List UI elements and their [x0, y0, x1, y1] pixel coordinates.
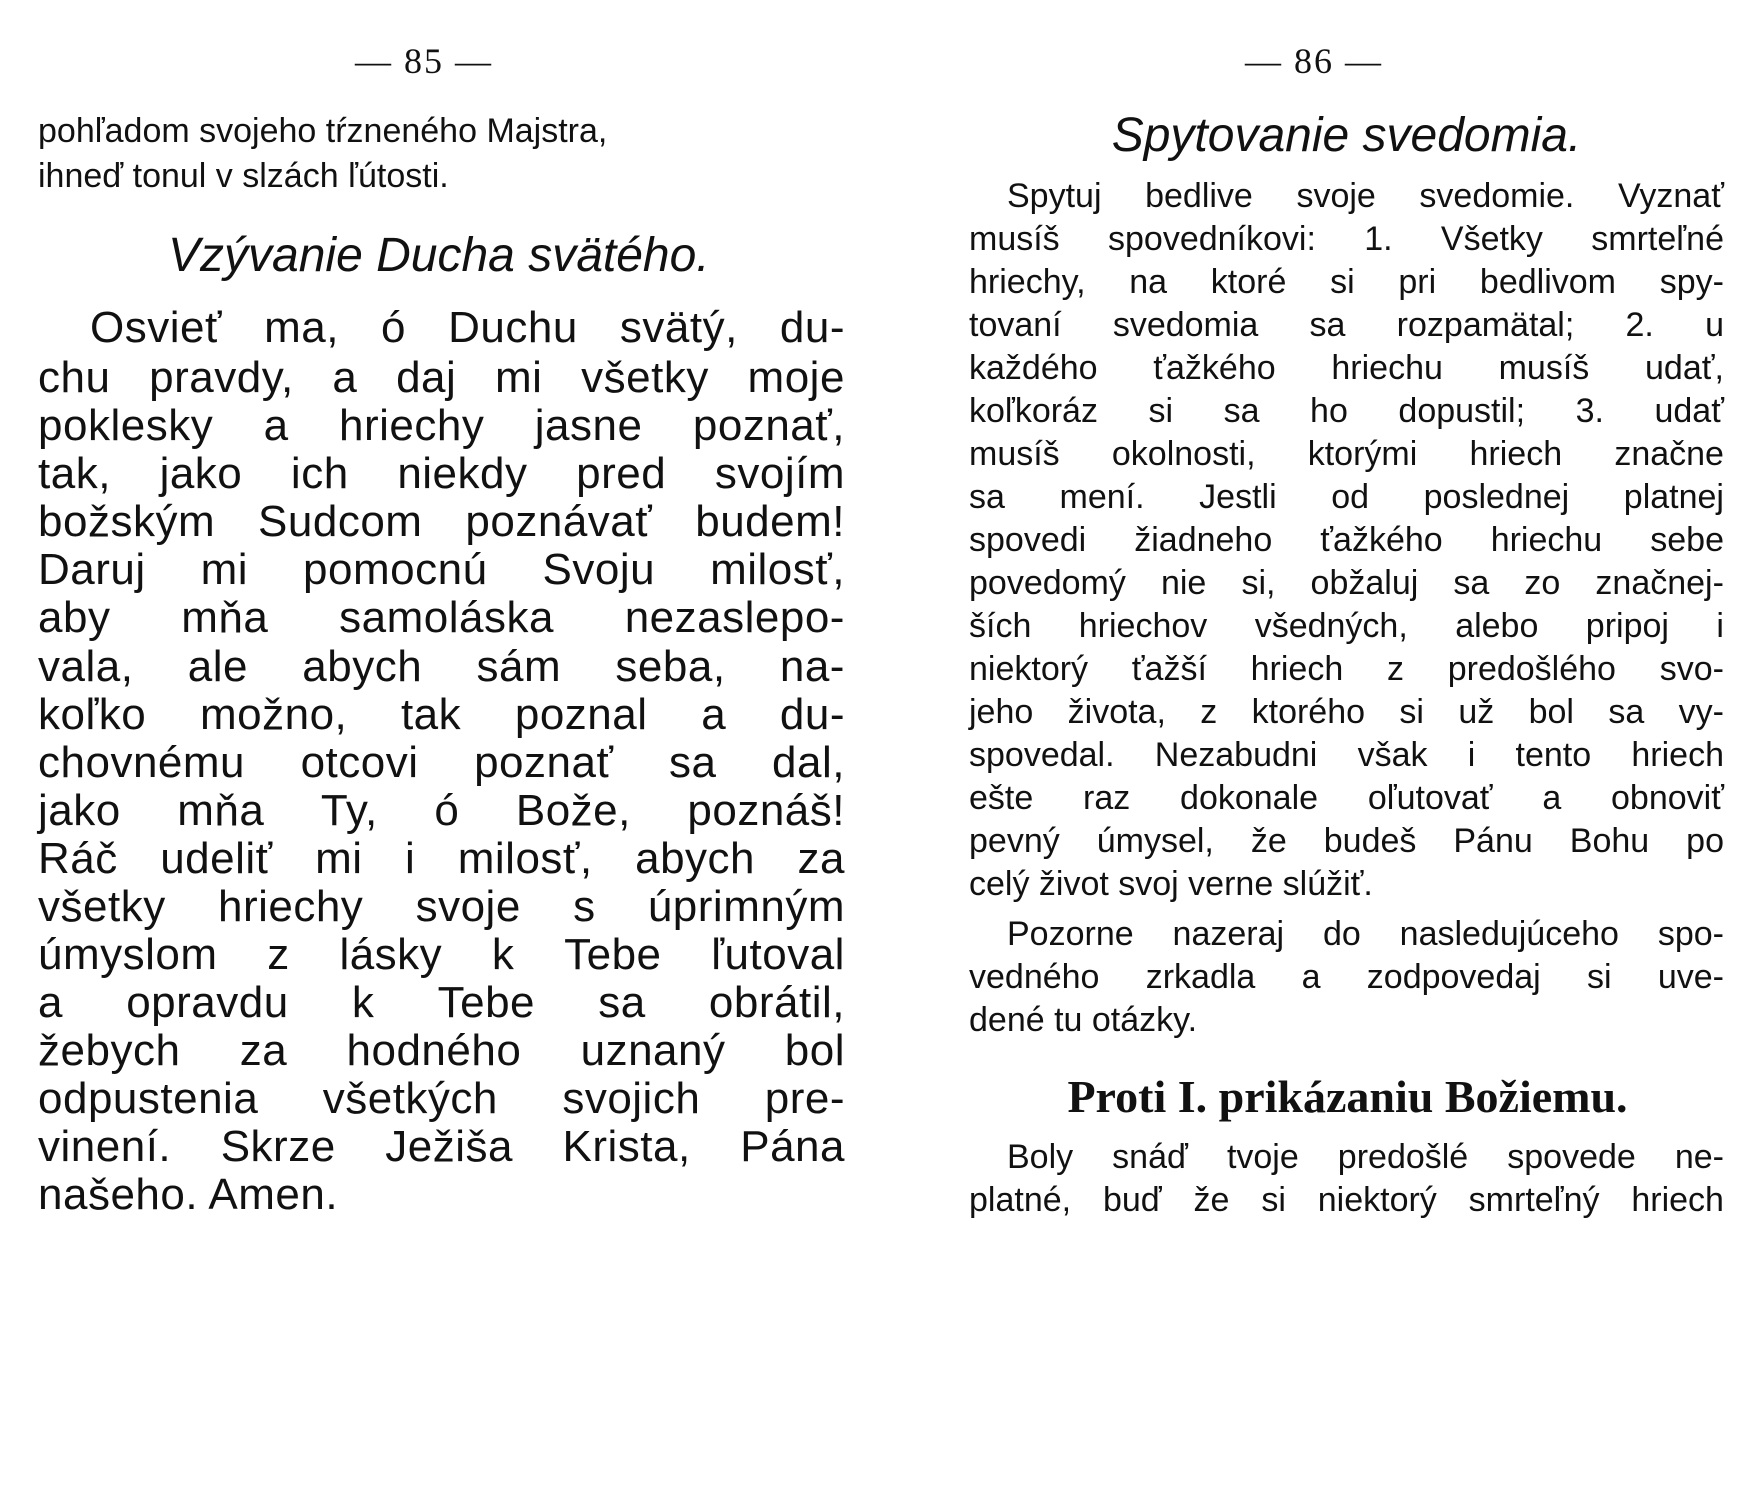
word: jako: [159, 449, 243, 498]
word: za: [797, 834, 845, 883]
word: značnej-: [1595, 564, 1724, 602]
word: ktoré: [1210, 263, 1287, 301]
word: jeho: [969, 693, 1034, 731]
word: však: [1357, 736, 1428, 774]
word: ších: [969, 607, 1032, 645]
paragraph-line: [969, 693, 1724, 732]
word: k: [351, 978, 375, 1027]
word: spy-: [1659, 263, 1724, 301]
word: dokonale: [1180, 779, 1319, 817]
word: že: [1193, 1181, 1230, 1219]
paragraph-line: [969, 220, 1724, 259]
word: všetkých: [322, 1074, 498, 1123]
word: udať: [1654, 392, 1724, 430]
word: možno,: [199, 690, 348, 739]
word: k: [491, 930, 515, 979]
paragraph-line: [969, 392, 1724, 431]
paragraph-line: [969, 521, 1724, 560]
word: od: [1331, 478, 1370, 516]
word: Bohu: [1569, 822, 1650, 860]
word: svoje: [1296, 177, 1376, 215]
prayer-line: [38, 545, 845, 595]
word: hriechu: [1331, 349, 1443, 387]
word: niektorý: [1317, 1181, 1437, 1219]
word: poznáš!: [687, 786, 845, 835]
word: do: [1322, 915, 1361, 953]
word: z: [1386, 650, 1404, 688]
word: okolnosti,: [1111, 435, 1256, 473]
word: milosť,: [457, 834, 593, 883]
word: tak: [400, 690, 462, 739]
word: Všetky: [1440, 220, 1543, 258]
word: jako: [38, 786, 121, 835]
word: smrteľné: [1591, 220, 1724, 258]
paragraph-line: [969, 564, 1724, 603]
word: raz: [1083, 779, 1131, 817]
word: hriechu: [1490, 521, 1603, 559]
prayer-line: [38, 593, 845, 643]
word: budem!: [695, 497, 845, 546]
word: a: [332, 353, 358, 402]
word: poznať,: [692, 401, 845, 450]
page-number-right: — 86 —: [1245, 41, 1383, 81]
word: svedomie.: [1419, 177, 1575, 215]
word: smrteľný: [1468, 1181, 1600, 1219]
word: hodného: [346, 1026, 522, 1075]
word: udeliť: [160, 834, 273, 883]
word: zodpovedaj: [1366, 958, 1541, 996]
prayer-line: [38, 353, 845, 403]
word: žiadneho: [1134, 521, 1273, 559]
prayer-line: [38, 834, 845, 884]
prayer-line: [38, 1074, 845, 1124]
word: 1.: [1364, 220, 1393, 258]
word: z: [267, 930, 290, 979]
word: a: [1542, 779, 1562, 817]
word: Pánu: [1453, 822, 1533, 860]
word: Sudcom: [258, 497, 423, 546]
word: už: [1458, 693, 1495, 731]
word: spovedníkovi:: [1108, 220, 1316, 258]
word: dopustil;: [1398, 392, 1526, 430]
word: sám: [476, 642, 562, 691]
word: rozpamätal;: [1396, 306, 1575, 344]
word: na: [1129, 263, 1168, 301]
word: ťažší: [1131, 650, 1207, 688]
word: mňa: [181, 593, 269, 642]
word: tovaní: [969, 306, 1062, 344]
word: seba,: [615, 642, 726, 691]
word: Tebe: [437, 978, 536, 1027]
word: u: [1705, 306, 1724, 344]
word: Jestli: [1199, 478, 1277, 516]
heading-spytovanie: Spytovanie svedomia.: [1111, 109, 1582, 162]
paragraph-line: [969, 349, 1724, 388]
word: musíš: [1498, 349, 1590, 387]
word: poslednej: [1423, 478, 1570, 516]
word: Ježiša: [385, 1122, 513, 1171]
paragraph-line: [969, 177, 1724, 216]
continuation-line: pohľadom svojeho tŕzneného Majstra,: [38, 112, 608, 150]
word: ťažkého: [1320, 521, 1443, 559]
word: tak,: [38, 449, 111, 498]
word: pripoj: [1585, 607, 1669, 645]
word: zrkadla: [1145, 958, 1256, 996]
prayer-line: [38, 738, 845, 788]
word: predošlého: [1447, 650, 1616, 688]
word: Ráč: [38, 834, 118, 883]
word: du-: [779, 690, 845, 739]
word: buď: [1102, 1181, 1162, 1219]
paragraph-line: [969, 478, 1724, 517]
word: nie: [1160, 564, 1207, 602]
word: povedomý: [969, 564, 1126, 602]
word: mi: [200, 545, 249, 594]
word: sa: [1453, 564, 1490, 602]
prayer-line: [38, 497, 845, 547]
word: samoláska: [339, 593, 554, 642]
word: nazeraj: [1172, 915, 1285, 953]
heading-vzyvanie: Vzývanie Ducha svätého.: [168, 229, 710, 282]
word: spovedi: [969, 521, 1087, 559]
word: i: [1716, 607, 1724, 645]
word: úprimným: [647, 882, 845, 931]
word: Pozorne: [1007, 915, 1134, 953]
word: mení.: [1059, 478, 1145, 516]
word: poznal: [514, 690, 648, 739]
word: spovedal.: [969, 736, 1115, 774]
word: života,: [1067, 693, 1166, 731]
word: a: [263, 401, 289, 450]
paragraph-line: [969, 306, 1724, 345]
word: tento: [1515, 736, 1592, 774]
word: Duchu: [448, 303, 578, 352]
word: poklesky: [38, 401, 214, 450]
word: udať,: [1645, 349, 1724, 387]
word: jasne: [534, 401, 643, 450]
word: za: [239, 1026, 288, 1075]
word: si: [1148, 392, 1174, 430]
word: ma,: [264, 303, 339, 352]
word: hriech: [1631, 1181, 1724, 1219]
word: hriech: [1250, 650, 1344, 688]
paragraph-line: [969, 1138, 1724, 1177]
word: chovnému: [38, 738, 246, 787]
paragraph-line: [969, 607, 1724, 646]
paragraph-line: [969, 435, 1724, 474]
word: ktorého: [1251, 693, 1366, 731]
word: Spytuj: [1007, 177, 1102, 215]
word: musíš: [969, 220, 1060, 258]
word: zo: [1524, 564, 1561, 602]
word: aby: [38, 593, 111, 642]
word: ťažkého: [1153, 349, 1276, 387]
word: bol: [784, 1026, 845, 1075]
word: Pána: [740, 1122, 845, 1171]
word: hriechy: [339, 401, 485, 450]
word: si: [1586, 958, 1612, 996]
right-text-block: [969, 0, 1724, 1500]
word: sebe: [1650, 521, 1724, 559]
word: si: [1399, 693, 1424, 731]
word: ó: [381, 303, 407, 352]
word: pre-: [764, 1074, 845, 1123]
word: pomocnú: [303, 545, 488, 594]
word: odpustenia: [38, 1074, 259, 1123]
word: svojím: [714, 449, 845, 498]
word: i: [405, 834, 416, 883]
word: koľkoráz: [969, 392, 1098, 430]
word: ľutoval: [711, 930, 845, 979]
word: Skrze: [220, 1122, 336, 1171]
word: poznať: [474, 738, 614, 787]
word: s: [573, 882, 596, 931]
word: niektorý: [969, 650, 1089, 688]
word: moje: [747, 353, 845, 402]
paragraph-line: [969, 779, 1724, 818]
word: abych: [302, 642, 423, 691]
word: hriech: [1631, 736, 1724, 774]
word: niekdy: [397, 449, 528, 498]
word: chu: [38, 353, 111, 402]
word: hriechy: [217, 882, 364, 931]
word: uve-: [1657, 958, 1724, 996]
word: abych: [635, 834, 756, 883]
left-text-block: [38, 0, 845, 1500]
word: si: [1261, 1181, 1286, 1219]
word: bedlivom: [1479, 263, 1616, 301]
word: vinení.: [38, 1122, 172, 1171]
prayer-line: [38, 401, 845, 451]
word: 3.: [1575, 392, 1604, 430]
word: uznaný: [580, 1026, 726, 1075]
word: tvoje: [1226, 1138, 1299, 1176]
word: a: [38, 978, 63, 1027]
word: platné,: [969, 1181, 1072, 1219]
word: mňa: [177, 786, 265, 835]
word: úmysel,: [1096, 822, 1214, 860]
paragraph-line: [969, 958, 1724, 997]
paragraph-line: [969, 822, 1724, 861]
word: žebych: [38, 1026, 181, 1075]
word: spo-: [1657, 915, 1724, 953]
word: oľutovať: [1367, 779, 1493, 817]
word: musíš: [969, 435, 1060, 473]
word: po: [1686, 822, 1724, 860]
paragraph-line: celý život svoj verne slúžiť.: [969, 865, 1373, 903]
word: svojich: [562, 1074, 701, 1123]
page-number-left: — 85 —: [355, 41, 493, 81]
prayer-line: [38, 642, 845, 692]
word: pevný: [969, 822, 1060, 860]
word: Boly: [1007, 1138, 1074, 1176]
word: svoje: [415, 882, 521, 931]
prayer-line: [38, 1026, 845, 1076]
word: vy-: [1678, 693, 1724, 731]
word: že: [1250, 822, 1287, 860]
word: každého: [969, 349, 1098, 387]
word: obrátil,: [708, 978, 845, 1027]
word: nasledujúceho: [1399, 915, 1619, 953]
word: koľko: [38, 690, 147, 739]
word: dal,: [772, 738, 845, 787]
paragraph-line: [969, 650, 1724, 689]
word: bedlive: [1145, 177, 1253, 215]
word: všedných,: [1254, 607, 1408, 645]
word: ešte: [969, 779, 1034, 817]
word: vedného: [969, 958, 1100, 996]
word: Daruj: [38, 545, 146, 594]
word: svätý,: [619, 303, 738, 352]
section-heading-proti: Proti I. prikázaniu Božiemu.: [1067, 1071, 1628, 1122]
word: Krista,: [562, 1122, 691, 1171]
right-page: [879, 0, 1758, 1500]
paragraph-line: dené tu otázky.: [969, 1001, 1198, 1039]
word: daj: [396, 353, 457, 402]
word: si,: [1241, 564, 1276, 602]
word: opravdu: [126, 978, 289, 1027]
prayer-line: [38, 449, 845, 499]
word: svo-: [1659, 650, 1724, 688]
prayer-line: [38, 690, 845, 740]
word: Nezabudni: [1154, 736, 1318, 774]
word: obnoviť: [1611, 779, 1724, 817]
paragraph-line: [969, 736, 1724, 775]
word: a: [1301, 958, 1321, 996]
word: spovede: [1507, 1138, 1636, 1176]
word: milosť,: [710, 545, 845, 594]
word: sa: [598, 978, 646, 1027]
word: božským: [38, 497, 216, 546]
word: ktorými: [1307, 435, 1418, 473]
word: ne-: [1674, 1138, 1724, 1176]
word: sa: [1608, 693, 1645, 731]
word: Vyznať: [1617, 177, 1724, 215]
word: hriechov: [1078, 607, 1208, 645]
word: lásky: [339, 930, 443, 979]
continuation-line: ihneď tonul v slzách ľútosti.: [38, 157, 449, 195]
word: Osvieť: [90, 303, 222, 352]
word: Ty,: [320, 786, 378, 835]
word: Svoju: [542, 545, 656, 594]
word: ale: [187, 642, 248, 691]
word: snáď: [1112, 1138, 1188, 1176]
word: bol: [1528, 693, 1574, 731]
word: du-: [779, 303, 845, 352]
word: úmyslom: [38, 930, 218, 979]
word: vala,: [38, 642, 134, 691]
prayer-line: našeho. Amen.: [38, 1170, 339, 1219]
word: pred: [576, 449, 667, 498]
paragraph-line: [969, 263, 1724, 302]
word: všetky: [38, 882, 166, 931]
word: nezaslepo-: [624, 593, 845, 642]
paragraph-line: [969, 915, 1724, 954]
prayer-line: [38, 930, 845, 980]
word: alebo: [1455, 607, 1539, 645]
word: značne: [1614, 435, 1724, 473]
word: budeš: [1323, 822, 1417, 860]
prayer-line: [38, 1122, 845, 1172]
prayer-line: [38, 786, 845, 836]
word: i: [1467, 736, 1476, 774]
word: ó: [434, 786, 460, 835]
word: a: [701, 690, 727, 739]
word: platnej: [1623, 478, 1724, 516]
word: ich: [290, 449, 349, 498]
word: mi: [495, 353, 543, 402]
prayer-line: [38, 978, 845, 1028]
word: sa: [969, 478, 1005, 516]
word: predošlé: [1337, 1138, 1469, 1176]
word: pravdy,: [149, 353, 294, 402]
word: Tebe: [564, 930, 662, 979]
word: Bože,: [515, 786, 631, 835]
word: sa: [1309, 306, 1346, 344]
word: na-: [779, 642, 845, 691]
word: z: [1200, 693, 1218, 731]
word: hriech: [1469, 435, 1563, 473]
word: 2.: [1625, 306, 1654, 344]
word: hriechy,: [969, 263, 1086, 301]
word: mi: [315, 834, 363, 883]
prayer-line: [38, 303, 845, 353]
word: obžaluj: [1310, 564, 1419, 602]
word: ho: [1310, 392, 1348, 430]
prayer-line: [38, 882, 845, 932]
word: pri: [1398, 263, 1437, 301]
word: sa: [669, 738, 717, 787]
paragraph-line: [969, 1181, 1724, 1220]
word: svedomia: [1112, 306, 1259, 344]
word: otcovi: [300, 738, 419, 787]
word: všetky: [581, 353, 709, 402]
word: poznávať: [465, 497, 653, 546]
word: si: [1330, 263, 1355, 301]
word: sa: [1223, 392, 1260, 430]
